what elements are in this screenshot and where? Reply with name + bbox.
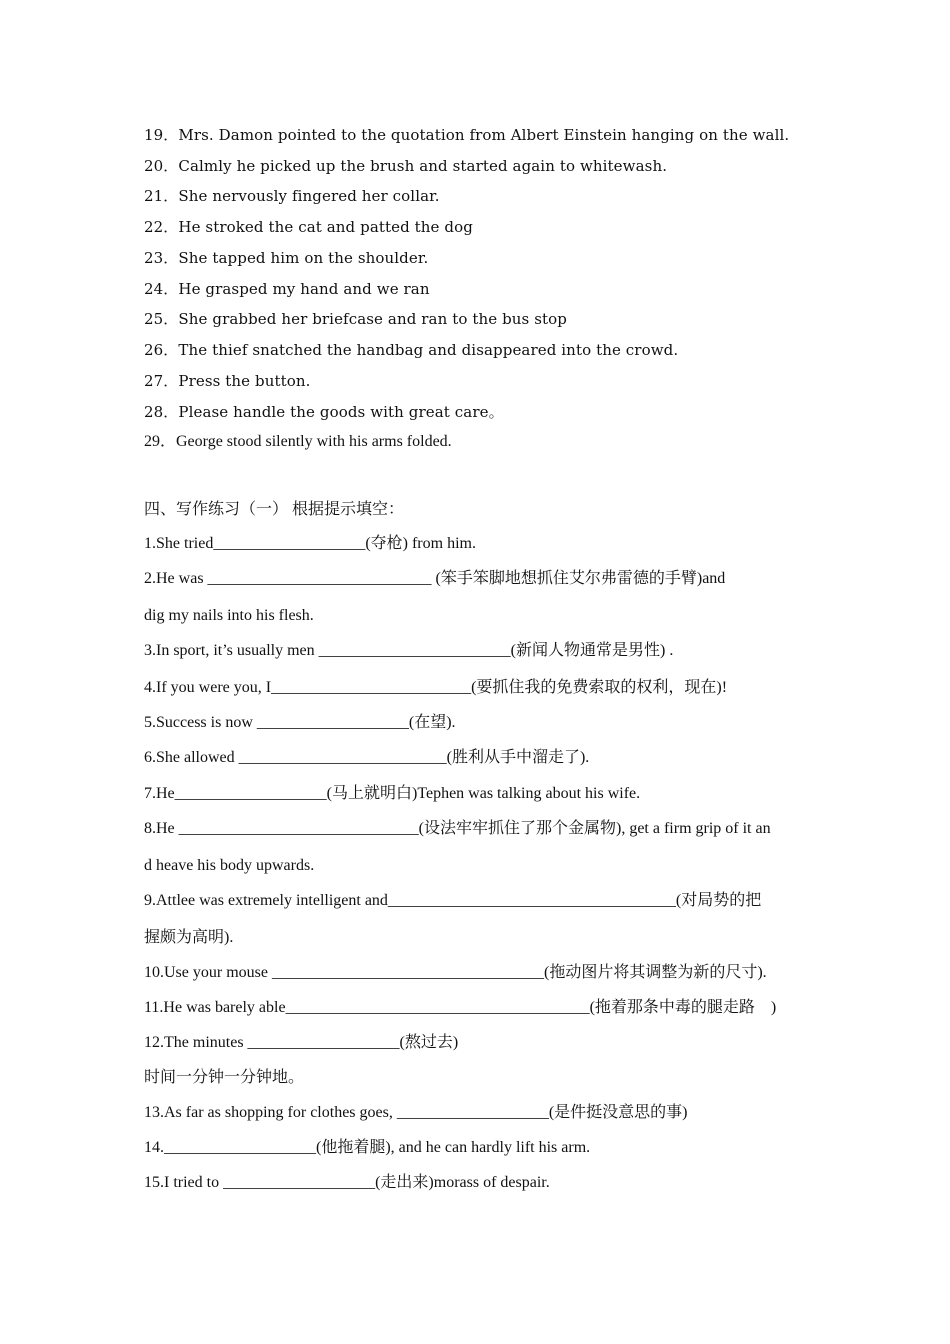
exercise-line-5: 5.Success is now ___________________(在望). xyxy=(144,714,456,731)
exercise-line-10: 10.Use your mouse __________________________________(拖动图片将其调整为新的尺寸). xyxy=(144,964,767,981)
exercise-line-15: 15.I tried to ___________________(走出来)morass of despair. xyxy=(144,1174,550,1191)
exercise-line-2: 2.He was ____________________________ (笨手笨脚地想抓住艾尔弗雷德的手臂)and xyxy=(144,570,726,587)
sentence-25: 25．She grabbed her briefcase and ran to the bus stop xyxy=(144,310,567,328)
exercise-line-3: 3.In sport, it’s usually men ________________________(新闻人物通常是男性) . xyxy=(144,642,674,659)
exercise-line-11: 11.He was barely able______________________________________(拖着那条中毒的腿走路 ) xyxy=(144,999,777,1016)
exercise-line-12-cont: 时间一分钟一分钟地。 xyxy=(144,1069,305,1086)
exercise-line-4: 4.If you were you, I_________________________(要抓住我的免费索取的权利，现在)! xyxy=(144,679,728,696)
sentence-21: 21．She nervously fingered her collar. xyxy=(144,187,440,205)
exercise-line-8-cont: d heave his body upwards. xyxy=(144,857,315,874)
sentence-22: 22．He stroked the cat and patted the dog xyxy=(144,218,473,236)
exercise-line-13: 13.As far as shopping for clothes goes, ___________________(是件挺没意思的事) xyxy=(144,1104,688,1121)
exercise-line-2-cont: dig my nails into his flesh. xyxy=(144,607,314,624)
sentence-26: 26．The thief snatched the handbag and disappeared into the crowd. xyxy=(144,341,679,359)
sentence-29: 29．George stood silently with his arms folded. xyxy=(144,433,452,450)
sentence-24: 24．He grasped my hand and we ran xyxy=(144,280,430,298)
sentence-20: 20．Calmly he picked up the brush and started again to whitewash. xyxy=(144,157,668,175)
exercise-line-9: 9.Attlee was extremely intelligent and____________________________________(对局势的把 xyxy=(144,892,762,909)
sentence-23: 23．She tapped him on the shoulder. xyxy=(144,249,429,267)
sentence-19: 19．Mrs. Damon pointed to the quotation from Albert Einstein hanging on the wall. xyxy=(144,126,790,144)
exercise-line-9-cont: 握颇为高明). xyxy=(144,929,234,946)
sentence-28: 28．Please handle the goods with great care。 xyxy=(144,403,504,421)
exercise-line-12: 12.The minutes ___________________(熬过去) xyxy=(144,1034,459,1051)
section-heading: 四、写作练习（一） 根据提示填空： xyxy=(144,501,405,518)
exercise-line-6: 6.She allowed __________________________(胜利从手中溜走了). xyxy=(144,749,590,766)
exercise-line-8: 8.He ______________________________(设法牢牢抓住了那个金属物), get a firm grip of it an xyxy=(144,820,771,837)
exercise-line-1: 1.She tried___________________(夺枪) from him. xyxy=(144,535,476,552)
exercise-line-7: 7.He___________________(马上就明白)Tephen was talking about his wife. xyxy=(144,785,641,802)
sentence-27: 27．Press the button. xyxy=(144,372,311,390)
exercise-line-14: 14.___________________(他拖着腿), and he can hardly lift his arm. xyxy=(144,1139,591,1156)
